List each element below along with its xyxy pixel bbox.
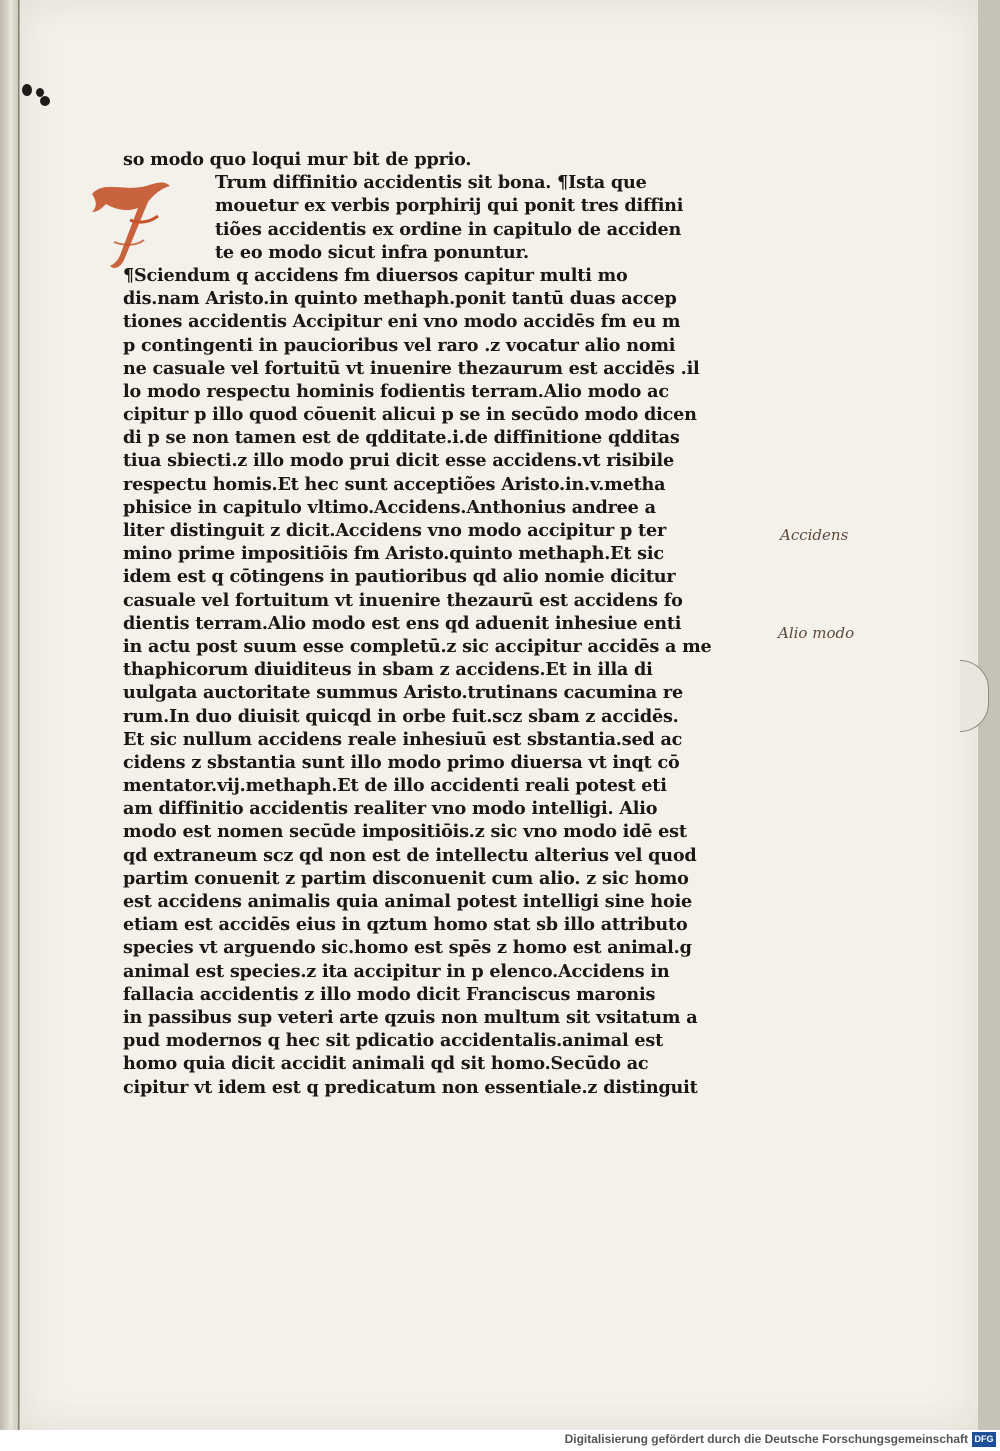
margin-note-accidens: Accidens (780, 526, 849, 544)
text-line: dis.nam Aristo.in quinto methaph.ponit tantū duas accep (123, 288, 677, 310)
text-line: casuale vel fortuitum vt inuenire thezaurū est accidens fo (123, 589, 683, 611)
text-line: rum.In duo diuisit quicqd in orbe fuit.scz sbam z accidēs. (123, 705, 679, 727)
ink-blot (22, 84, 32, 96)
text-line: etiam est accidēs eius in qztum homo stat sb illo attributo (123, 914, 688, 936)
text-line: qd extraneum scz qd non est de intellectu alterius vel quod (123, 844, 697, 866)
text-line: modo est nomen secūde impositiōis.z sic vno modo idē est (123, 821, 687, 843)
footer-bar (0, 1430, 1000, 1451)
text-line: animal est species.z ita accipitur in p elenco.Accidens in (123, 960, 670, 982)
text-line: in actu post suum esse completū.z sic accipitur accidēs a me (123, 635, 712, 657)
text-line: cipitur p illo quod cōuenit alicui p se in secūdo modo dicen (123, 404, 697, 426)
text-block (123, 148, 771, 1099)
text-line: am diffinitio accidentis realiter vno modo intelligi. Alio (123, 798, 658, 820)
text-line: mouetur ex verbis porphirij qui ponit tres diffini (215, 195, 684, 217)
text-line: tiua sbiecti.z illo modo prui dicit esse accidens.vt risibile (123, 450, 675, 472)
text-line: mentator.vij.methaph.Et de illo accidenti reali potest eti (123, 775, 667, 797)
text-line: homo quia dicit accidit animali qd sit homo.Secūdo ac (123, 1053, 649, 1075)
text-line: cidens z sbstantia sunt illo modo primo diuersa vt inqt cō (123, 751, 680, 773)
text-line: respectu homis.Et hec sunt acceptiões Aristo.in.v.metha (123, 473, 666, 495)
text-line: species vt arguendo sic.homo est spēs z homo est animal.g (123, 937, 692, 959)
text-line: partim conuenit z partim disconuenit cum alio. z sic homo (123, 867, 689, 889)
text-line: di p se non tamen est de qdditate.i.de diffinitione qdditas (123, 427, 680, 449)
text-line: tiones accidentis Accipitur eni vno modo accidēs fm eu m (123, 311, 681, 333)
facing-page-edge (0, 0, 19, 1430)
text-line: in passibus sup veteri arte qzuis non multum sit vsitatum a (123, 1006, 698, 1028)
text-line: tiões accidentis ex ordine in capitulo de acciden (215, 218, 682, 240)
text-line: mino prime impositiōis fm Aristo.quinto methaph.Et sic (123, 543, 664, 565)
text-line: ne casuale vel fortuitū vt inuenire thezaurum est accidēs .il (123, 357, 700, 379)
text-line: so modo quo loqui mur bit de pprio. (123, 149, 472, 170)
text-line: fallacia accidentis z illo modo dicit Franciscus maronis (123, 983, 656, 1005)
text-line: Et sic nullum accidens reale inhesiuū est sbstantia.sed ac (123, 728, 683, 750)
text-line: cipitur vt idem est q predicatum non essentiale.z distinguit (123, 1076, 698, 1098)
text-line: p contingenti in paucioribus vel raro .z vocatur alio nomi (123, 334, 676, 356)
text-line: uulgata auctoritate summus Aristo.trutinans cacumina re (123, 682, 683, 704)
ink-blot (40, 96, 50, 106)
text-line: est accidens animalis quia animal potest intelligi sine hoie (123, 891, 693, 912)
text-line: dientis terram.Alio modo est ens qd aduenit inhesiue enti (123, 612, 682, 634)
text-line: phisice in capitulo vltimo.Accidens.Anthonius andree a (123, 496, 656, 518)
text-line: idem est q cōtingens in pautioribus qd alio nomie dicitur (123, 566, 676, 588)
text-line: lo modo respectu hominis fodientis terram.Alio modo ac (123, 380, 669, 402)
text-line: liter distinguit z dicit.Accidens vno modo accipitur p ter (123, 520, 667, 541)
text-line: thaphicorum diuiditeus in sbam z accidens.Et in illa di (123, 659, 653, 681)
text-line: pud modernos q hec sit pdicatio accidentalis.animal est (123, 1030, 663, 1052)
margin-note-alio-modo: Alio modo (778, 624, 855, 642)
text-line: Trum diffinitio accidentis sit bona. ¶Ista que (215, 172, 647, 194)
text-line: ¶Sciendum q accidens fm diuersos capitur multi mo (123, 264, 628, 286)
footer-credit: Digitalisierung gefördert durch die Deutsche Forschungsgemeinschaft (564, 1432, 968, 1446)
text-line: te eo modo sicut infra ponuntur. (215, 241, 529, 263)
dfg-logo: DFG (972, 1432, 996, 1447)
